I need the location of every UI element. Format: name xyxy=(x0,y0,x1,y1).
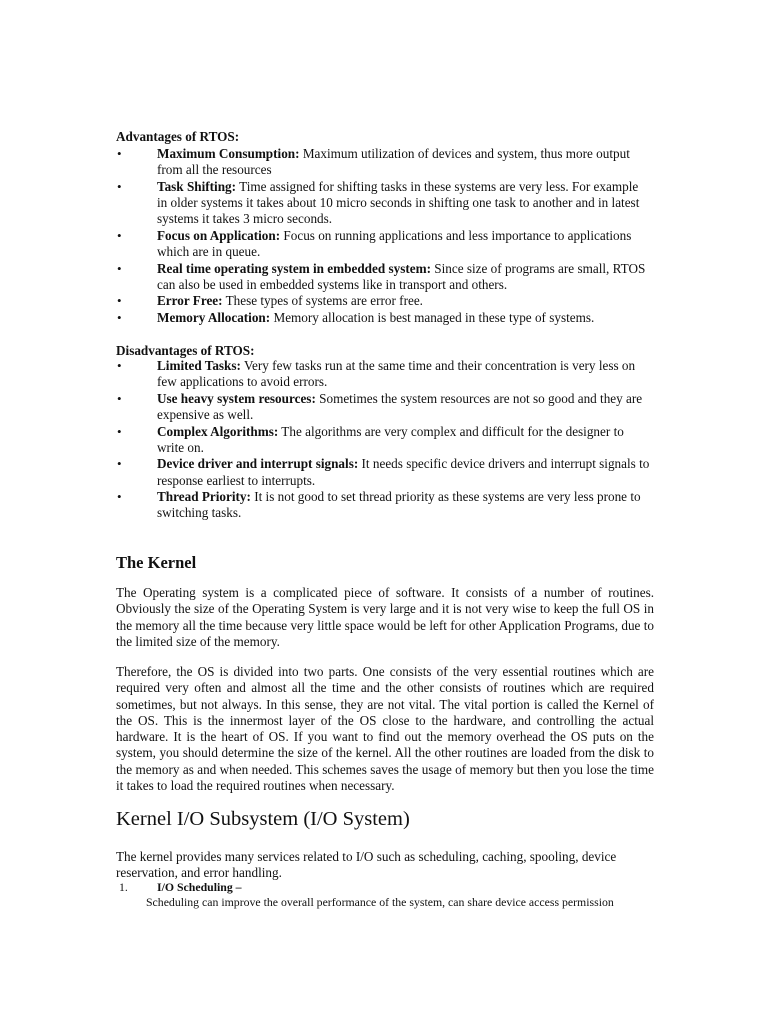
item-term: Thread Priority: xyxy=(157,489,251,505)
list-item xyxy=(0,358,650,390)
io-list-item xyxy=(119,880,242,894)
item-term: Memory Allocation: xyxy=(157,309,271,325)
bullet-icon: • xyxy=(117,358,122,373)
item-label: I/O Scheduling – xyxy=(157,880,242,894)
bullet-icon: • xyxy=(117,423,122,439)
item-term: Use heavy system resources: xyxy=(157,390,316,406)
item-number: 1. xyxy=(119,880,128,894)
disadvantages-heading: Disadvantages of RTOS: xyxy=(116,343,255,358)
item-text: Since size of programs are small, RTOS can also be used in embedded systems like in transport and others. xyxy=(157,260,646,292)
item-text: Very few tasks run at the same time and their concentration is very less on few applications to avoid errors. xyxy=(157,358,636,390)
list-item xyxy=(0,456,650,488)
list-item xyxy=(0,261,650,293)
kernel-paragraph-1: The Operating system is a complicated piece of software. It consists of a number of routines. Obviously the size of the Operating System is very large and it is not very wise to keep the full OS in the memory all the time because very little space would be left for other Application Programs, due to the limited size of the memory. xyxy=(116,585,654,649)
bullet-icon: • xyxy=(117,260,122,276)
list-item xyxy=(0,293,650,309)
item-term: Error Free: xyxy=(157,293,223,309)
list-item xyxy=(0,489,650,521)
item-text: Focus on running applications and less importance to applications which are in queue. xyxy=(157,227,632,259)
item-text: Time assigned for shifting tasks in these systems are very less. For example in older systems it takes about 10 micro seconds in shifting one task to another and in latest systems it takes 3 micro seconds. xyxy=(157,178,640,227)
bullet-icon: • xyxy=(117,293,122,309)
item-text: Sometimes the system resources are not so good and they are expensive as well. xyxy=(157,390,643,422)
list-item xyxy=(0,310,650,326)
list-item xyxy=(0,179,650,228)
kernel-heading: The Kernel xyxy=(116,553,197,572)
list-item xyxy=(0,146,650,178)
disadvantages-list xyxy=(0,358,768,522)
list-item xyxy=(0,391,650,423)
item-term: Real time operating system in embedded system: xyxy=(157,260,431,276)
item-text: Memory allocation is best managed in these type of systems. xyxy=(270,309,595,325)
item-term: Limited Tasks: xyxy=(157,358,241,373)
item-text: The algorithms are very complex and difficult for the designer to write on. xyxy=(157,423,624,455)
bullet-icon: • xyxy=(117,456,122,472)
item-term: Complex Algorithms: xyxy=(157,423,279,439)
item-term: Task Shifting: xyxy=(157,178,237,194)
bullet-icon: • xyxy=(117,390,122,406)
list-item xyxy=(0,424,650,456)
bullet-icon: • xyxy=(117,227,122,243)
item-term: Device driver and interrupt signals: xyxy=(157,456,359,472)
bullet-icon: • xyxy=(117,309,122,325)
io-item-description: Scheduling can improve the overall performance of the system, can share device access permission xyxy=(146,895,614,909)
bullet-icon: • xyxy=(117,489,122,505)
item-text: These types of systems are error free. xyxy=(222,293,423,309)
item-text: It needs specific device drivers and interrupt signals to response earliest to interrupts. xyxy=(157,456,650,488)
io-heading: Kernel I/O Subsystem (I/O System) xyxy=(116,808,410,830)
list-item xyxy=(0,228,650,260)
bullet-icon: • xyxy=(117,178,122,194)
bullet-icon: • xyxy=(117,146,122,161)
item-text: It is not good to set thread priority as these systems are very less prone to switching tasks. xyxy=(157,489,641,521)
item-term: Focus on Application: xyxy=(157,227,281,243)
advantages-list xyxy=(0,146,768,327)
kernel-paragraph-2: Therefore, the OS is divided into two parts. One consists of the very essential routines which are required very often and almost all the time and the other consists of routines which are required sometimes, but not always. In this sense, they are not vital. The vital portion is called the Kernel of the OS. This is the innermost layer of the OS close to the hardware, and controlling the actual hardware. It is the heart of OS. If you want to find out the memory overhead the OS puts on the system, you should determine the size of the kernel. All the other routines are loaded from the disk to the memory as and when needed. This schemes saves the usage of memory but then you lose the time it takes to load the required routines when necessary. xyxy=(116,664,654,794)
advantages-heading: Advantages of RTOS: xyxy=(116,129,240,144)
item-text: Maximum utilization of devices and system, thus more output from all the resources xyxy=(157,146,630,178)
io-intro-paragraph: The kernel provides many services related to I/O such as scheduling, caching, spooling, device reservation, and error handling. xyxy=(116,849,617,881)
item-term: Maximum Consumption: xyxy=(157,146,300,161)
